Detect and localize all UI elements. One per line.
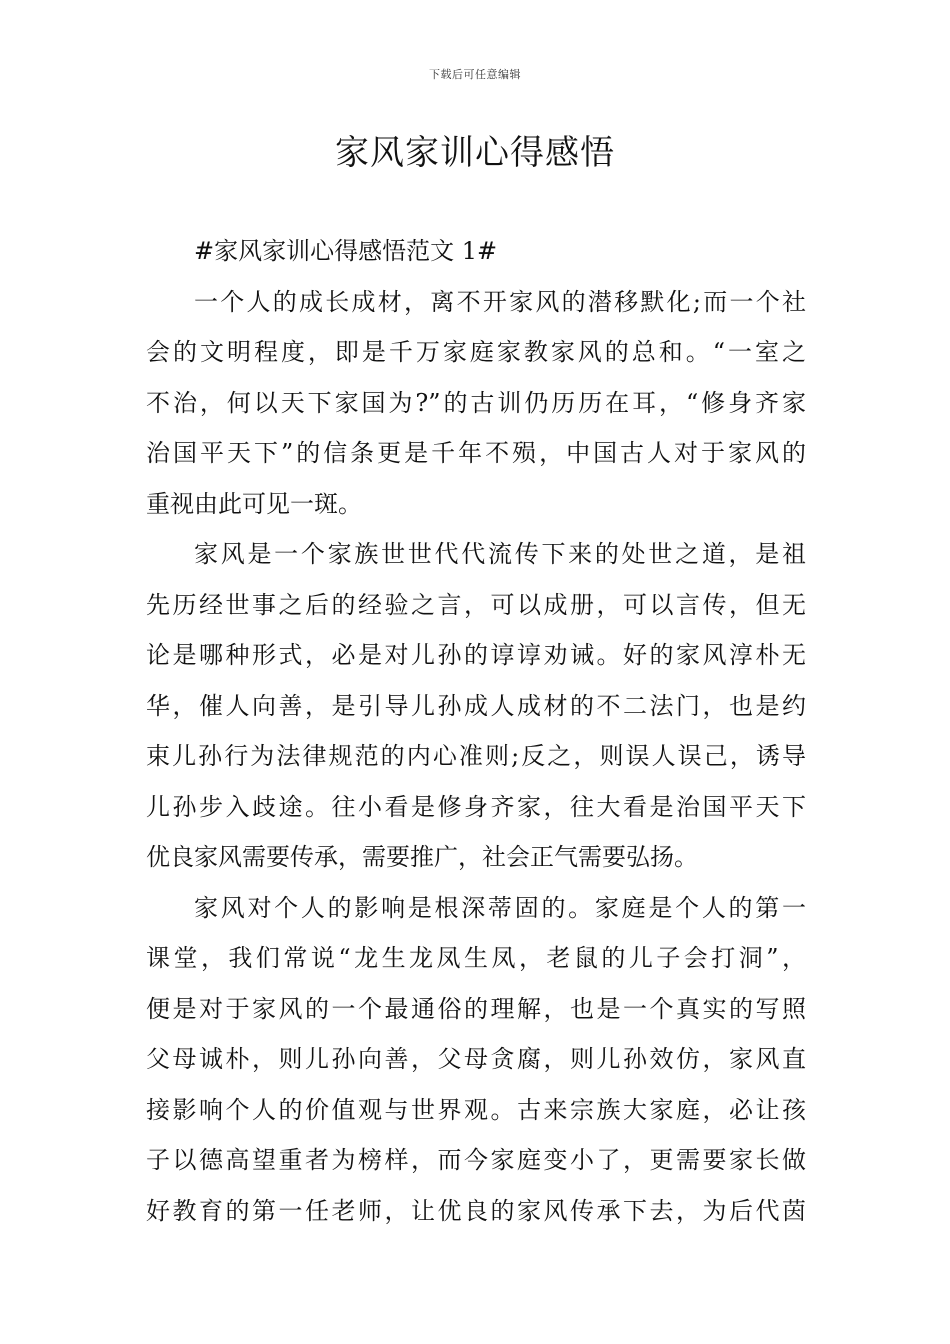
text-line: 好教育的第一任老师，让优良的家风传承下去，为后代茵 (146, 1196, 806, 1225)
text-line: 不治，何以天下家国为?”的古训仍历历在耳，“修身齐家 (146, 388, 806, 417)
document-body (146, 226, 806, 1236)
text-line: 优良家风需要传承，需要推广，社会正气需要弘扬。 (146, 843, 698, 871)
text-line: 先历经世事之后的经验之言，可以成册，可以言传，但无 (146, 590, 806, 619)
paragraph-1 (146, 277, 806, 530)
text-line: 接影响个人的价值观与世界观。古来宗族大家庭，必让孩 (146, 1095, 806, 1124)
text-line: 父母诚朴，则儿孙向善，父母贪腐，则儿孙效仿，家风直 (146, 1045, 806, 1073)
text-line: 课堂，我们常说“龙生龙凤生凤，老鼠的儿子会打洞”， (146, 944, 806, 972)
text-line: 家风是一个家族世世代代流传下来的处世之道，是祖 (194, 540, 806, 568)
subheading: #家风家训心得感悟范文 1# (194, 237, 498, 265)
text-line: 华，催人向善，是引导儿孙成人成材的不二法门，也是约 (146, 691, 806, 720)
text-line: 子以德高望重者为榜样，而今家庭变小了，更需要家长做 (146, 1146, 806, 1174)
text-line: 治国平天下”的信条更是千年不殒，中国古人对于家风的 (146, 439, 806, 467)
text-line: 家风对个人的影响是根深蒂固的。家庭是个人的第一 (194, 893, 806, 922)
page-title: 家风家训心得感悟 (335, 133, 615, 173)
text-line: 一个人的成长成材，离不开家风的潜移默化;而一个社 (194, 287, 806, 316)
text-line: 儿孙步入歧途。往小看是修身齐家，往大看是治国平天下 (146, 792, 806, 821)
paragraph-3 (146, 883, 806, 1237)
paragraph-2 (146, 529, 806, 883)
text-line: 便是对于家风的一个最通俗的理解，也是一个真实的写照 (146, 994, 806, 1023)
text-line: 束儿孙行为法律规范的内心准则;反之，则误人误己，诱导 (146, 742, 806, 770)
text-line: 会的文明程度，即是千万家庭家教家风的总和。“一室之 (146, 338, 806, 366)
text-line: 重视由此可见一斑。 (146, 489, 362, 518)
header-note: 下载后可任意编辑 (429, 68, 521, 81)
subheading-paragraph (146, 226, 806, 277)
text-line: 论是哪种形式，必是对儿孙的谆谆劝诫。好的家风淳朴无 (146, 641, 806, 669)
